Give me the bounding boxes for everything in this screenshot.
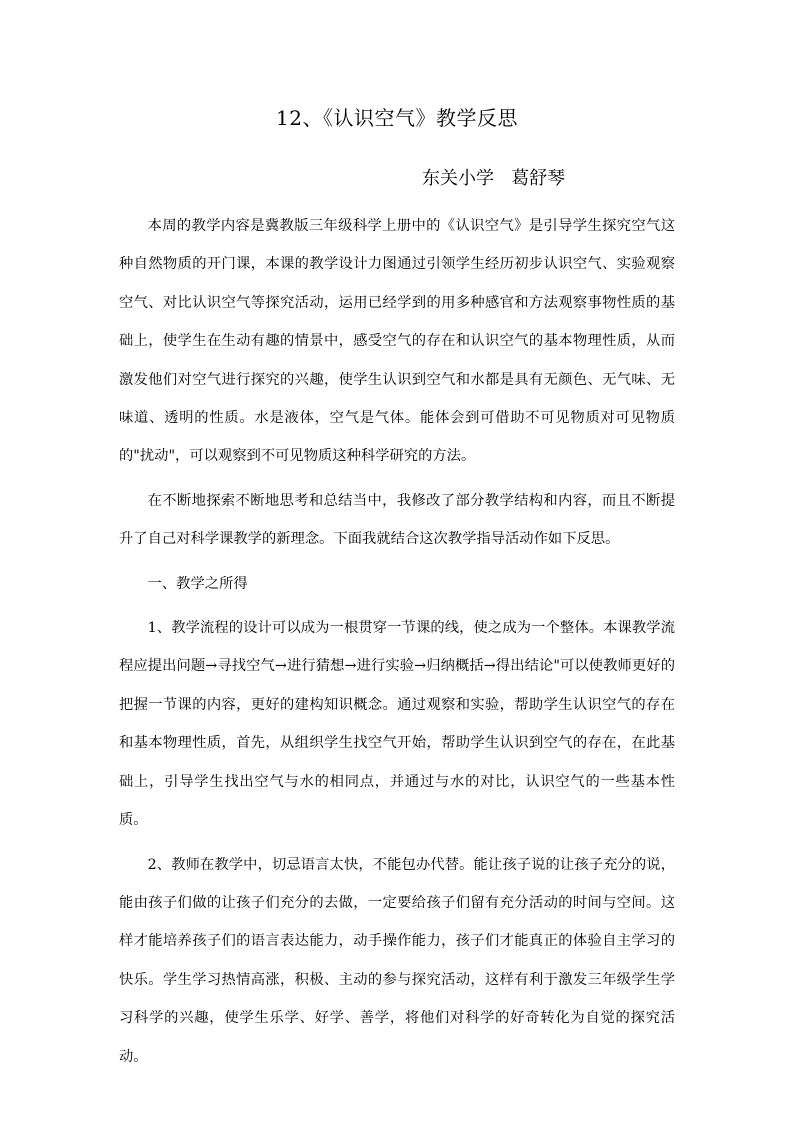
document-author: 东关小学 葛舒琴 — [422, 168, 566, 189]
document-title: 12、《认识空气》教学反思 — [276, 106, 518, 130]
paragraph-intro: 本周的教学内容是冀教版三年级科学上册中的《认识空气》是引导学生探究空气这种自然物质的开门课，本课的教学设计力图通过引领学生经历初步认识空气、实验观察空气、对比认识空气等探究活动，运用已经学到的用多种感官和方法观察事物性质的基础上，使学生在生动有趣的情景中，感受空气的存在和认识空气的基本物理性质，从而激发他们对空气进行探究的兴趣，使学生认识到空气和水都是具有无颜色、无气味、无味道、透明的性质。水是液体，空气是气体。能体会到可借助不可见物质对可见物质的"扰动"，可以观察到不可见物质这种科学研究的方法。 — [119, 218, 675, 465]
paragraph-point-2: 2、教师在教学中，切忌语言太快，不能包办代替。能让孩子说的让孩子充分的说，能由孩子们做的让孩子们充分的去做，一定要给孩子们留有充分活动的时间与空间。这样才能培养孩子们的语言表达能力，动手操作能力，孩子们才能真正的体验自主学习的快乐。学生学习热情高涨，积极、主动的参与探究活动，这样有利于激发三年级学生学习科学的兴趣，使学生乐学、好学、善学，将他们对科学的好奇转化为自觉的探究活动。 — [119, 856, 675, 1065]
paragraph-point-1: 1、教学流程的设计可以成为一根贯穿一节课的线，使之成为一个整体。本课教学流程应提出问题→寻找空气→进行猜想→进行实验→归纳概括→得出结论"可以使教师更好的把握一节课的内容，更好的建构知识概念。通过观察和实验，帮助学生认识空气的存在和基本物理性质，首先，从组织学生找空气开始，帮助学生认识到空气的存在，在此基础上，引导学生找出空气与水的相同点，并通过与水的对比，认识空气的一些基本性质。 — [119, 620, 675, 829]
paragraph-reflection: 在不断地探索不断地思考和总结当中，我修改了部分教学结构和内容，而且不断提升了自己对科学课教学的新理念。下面我就结合这次教学指导活动作如下反思。 — [119, 492, 675, 548]
section-heading: 一、教学之所得 — [147, 575, 248, 592]
document-body — [119, 207, 675, 1076]
